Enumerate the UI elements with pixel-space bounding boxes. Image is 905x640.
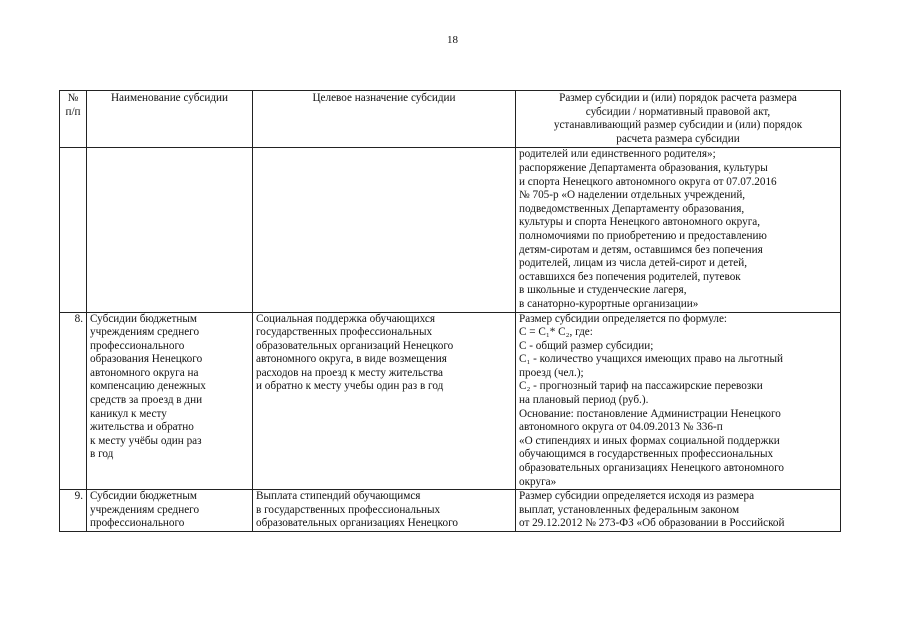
row-subsidy-name: Субсидии бюджетным учреждениям среднего профессионального образования Ненецкого автономного округа на компенсацию денежных средств за проезд в дни каникул к месту жительства и обратно к месту учёбы один раз в год — [87, 312, 253, 490]
row-size: Размер субсидии определяется по формуле: C = C₁* C₂, где: C - общий размер субсидии; C₁ - количество учащихся имеющих право на льготный проезд (чел.); C₂ - прогнозный тариф на пассажирские перевозки на плановый период (руб.). Основание: постановление Администрации Ненецкого автономного округа от 04.09.2013 № 336-п «О стипендиях и иных формах социальной поддержки обучающимся в государственных профессиональных образовательных организациях Ненецкого автономного округа» — [516, 312, 841, 490]
row-size: родителей или единственного родителя»; распоряжение Департамента образования, культуры и спорта Ненецкого автономного округа от 07.07.2016 № 705-р «О наделении отдельных учреждений, подведомственных Департаменту образования, культуры и спорта Ненецкого автономного округа, полномочиями по приобретению и предоставлению детям-сиротам и детям, оставшимся без попечения родителей, лицам из числа детей-сирот и детей, оставшихся без попечения родителей, путевок в школьные и студенческие лагеря, в санаторно-курортные организации» — [516, 148, 841, 312]
row-subsidy-name: Субсидии бюджетным учреждениям среднего профессионального — [87, 490, 253, 532]
table-row — [60, 148, 841, 312]
header-number: № п/п — [60, 91, 87, 148]
row-purpose — [253, 148, 516, 312]
table-row — [60, 490, 841, 532]
header-size: Размер субсидии и (или) порядок расчета размера субсидии / нормативный правовой акт, устанавливающий размер субсидии и (или) порядок расчета размера субсидии — [516, 91, 841, 148]
page-number: 18 — [447, 34, 458, 46]
row-number — [60, 148, 87, 312]
table-row — [60, 312, 841, 490]
row-number: 8. — [60, 312, 87, 490]
header-purpose: Целевое назначение субсидии — [253, 91, 516, 148]
row-purpose: Социальная поддержка обучающихся государственных профессиональных образовательных организаций Ненецкого автономного округа, в виде возмещения расходов на проезд к месту жительства и обратно к месту учебы один раз в год — [253, 312, 516, 490]
row-purpose: Выплата стипендий обучающимся в государственных профессиональных образовательных организациях Ненецкого — [253, 490, 516, 532]
row-size: Размер субсидии определяется исходя из размера выплат, установленных федеральным законом от 29.12.2012 № 273-ФЗ «Об образовании в Российской — [516, 490, 841, 532]
row-number: 9. — [60, 490, 87, 532]
table-header-row — [60, 91, 841, 148]
header-subsidy-name: Наименование субсидии — [87, 91, 253, 148]
row-subsidy-name — [87, 148, 253, 312]
subsidy-table — [59, 90, 841, 532]
